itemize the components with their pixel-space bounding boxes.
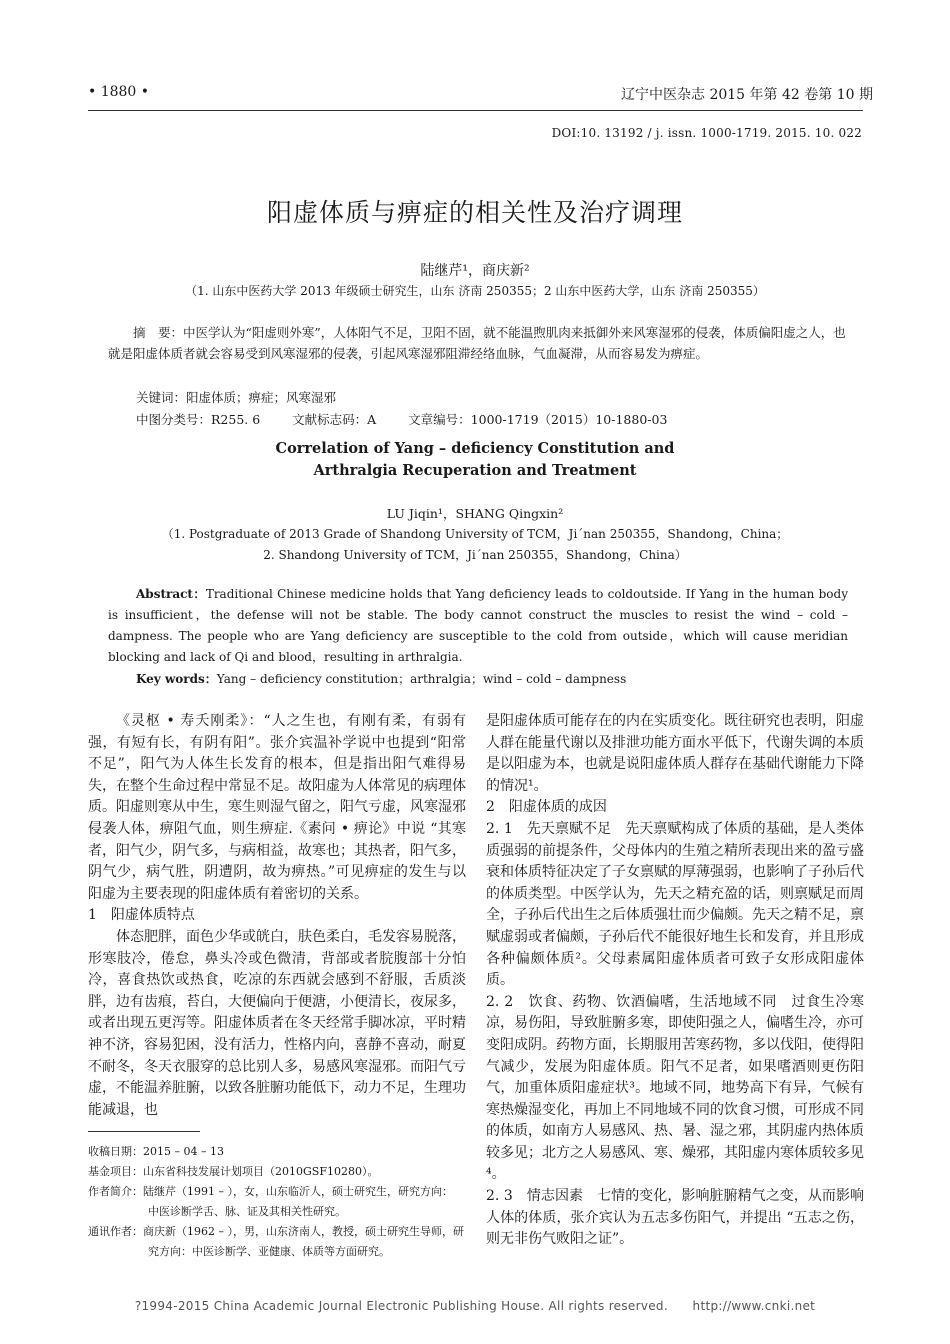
section-2-1-paragraph: 2. 1 先天禀赋不足 先天禀赋构成了体质的基础，是人类体质强弱的前提条件，父母体内的生殖之精所表现出来的盈亏盛衰和体质特征决定了子女禀赋的厚薄强弱，也影响了子孙后代的体质类型。中医学认为，先天之精充盈的话，则禀赋足而周全，子孙后代出生之后体质强壮而少偏颇。先天之精不足，禀赋虚弱或者偏颇，子孙后代不能很好地生长和发育，并且形成各种偏颇体质²。父母素属阳虚体质者可致子女形成阳虚体质。	[486, 820, 864, 989]
abstract-cn: 摘 要：中医学认为“阳虚则外寒”，人体阳气不足，卫阳不固，就不能温煦肌肉来抵御外来风寒湿邪的侵袭，体质偏阳虚之人，也就是阳虚体质者就会容易受到风寒湿邪的侵袭，引起风寒湿邪阻滞经络血脉，气血凝滞，从而容易发为痹症。	[108, 325, 846, 361]
intro-paragraph: 《灵枢 • 寿夭刚柔》：“人之生也，有刚有柔，有弱有强，有短有长，有阴有阳”。张介宾温补学说中也提到“阳常不足”，阳气为人体生长发育的根本，但是指出阳气难得易失，在整个生命过程中常显不足。故阳虚为人体常见的病理体质。阳虚则寒从中生，寒生则湿气留之，阳气亏虚，风寒湿邪侵袭人体，痹阻气血，则生痹症.《素问 • 痹论》中说 “其寒者，阳气少，阴气多，与病相益，故寒也；其热者，阳气多，阴气少，病气胜，阴遭阴，故为痹热。”可见痹症的发生与以阳虚为主要表现的阳虚体质有着密切的关系。	[88, 713, 466, 902]
copyright-notice: ?1994-2015 China Academic Journal Electronic Publishing House. All rights reserved. http://www.cnki.net	[134, 1299, 816, 1313]
section-heading-2: 2 阳虚体质的成因	[486, 799, 607, 816]
document-code: 文献标志码：A	[292, 412, 377, 427]
affiliation-en-1: （1. Postgraduate of 2013 Grade of Shandong University of TCM，Ji´nan 250355，Shandong，China；	[161, 527, 789, 541]
abstract-en-text: Traditional Chinese medicine holds that Yang deficiency leads to coldoutside. If Yang in the human body is insufficient，the defense will not be stable. The body cannot construct the muscles to resist the wind – cold – dampness. The people who are Yang deficiency are susceptible to the cold from outside，which will cause meridian blocking and lack of Qi and blood，resulting in arthralgia.	[108, 587, 848, 664]
keywords-en	[136, 670, 626, 687]
keywords-cn: 关键词：阳虚体质；痹症；风寒湿邪	[136, 390, 337, 405]
section-2-2-paragraph: 2. 2 饮食、药物、饮酒偏嗜，生活地域不同 过食生冷寒凉，易伤阳，导致脏腑多寒，即使阳强之人，偏嗜生冷，亦可变阳成阴。药物方面，长期服用苦寒药物，多以伐阳，使得阳气减少，发展为阳虚体质。阳气不足者，如果嗜酒则更伤阳气，加重体质阳虚症状³。地域不同，地势高下有异，气候有寒热燥湿变化，再加上不同地域不同的饮食习惯，可形成不同的体质，如南方人易感风、热、暑、湿之邪，其阴虚内热体质较多见；北方之人易感风、寒、燥邪，其阳虚内寒体质较多见⁴。	[486, 993, 864, 1183]
author-bio-2: 中医诊断学舌、脉、证及其相关性研究。	[148, 1205, 346, 1218]
corresponding-author-1: 通讯作者：商庆新（1962 – ），男，山东济南人，教授，硕士研究生导师，研	[88, 1225, 464, 1238]
authors-en: LU Jiqin¹，SHANG Qingxin²	[386, 506, 564, 521]
article-title-en	[0, 438, 950, 482]
author-bio-1: 作者简介：陆继芹（1991 – ），女，山东临沂人，硕士研究生，研究方向：	[88, 1185, 453, 1198]
keywords-en-label: Key words：	[136, 672, 217, 686]
abstract-en	[108, 584, 848, 668]
continuation-paragraph: 是阳虚体质可能存在的内在实质变化。既往研究也表明，阳虚人群在能量代谢以及排泄功能方面水平低下，代谢失调的本质是以阳虚为本，也就是说阳虚体质人群存在基础代谢能力下降的情况¹。	[486, 713, 864, 794]
authors-cn: 陆继芹¹，商庆新²	[420, 263, 530, 279]
affiliation-en-2: 2. Shandong University of TCM，Ji´nan 250355，Shandong，China）	[263, 548, 687, 562]
section-1-paragraph: 体态肥胖，面色少华或㿠白，肤色柔白，毛发容易脱落，形寒肢冷，倦怠，鼻头冷或色微清，背部或者脘腹部十分怕冷，喜食热饮或热食，吃凉的东西就会感到不舒服，舌质淡胖，边有齿痕，苔白，大便偏向于便溏，小便清长，夜尿多，或者出现五更泻等。阳虚体质者在冬天经常手脚冰凉，平时精神不济，容易犯困，没有活力，性格内向，喜静不喜动，耐夏不耐冬，冬天衣服穿的总比别人多，易感风寒湿邪。而阳气亏虚，不能温养脏腑，以致各脏腑功能低下，动力不足，生理功能减退，也	[88, 928, 466, 1118]
article-number: 文章编号：1000-1719（2015）10-1880-03	[408, 412, 668, 427]
body-column-right	[486, 711, 864, 1251]
footnotes	[88, 1142, 468, 1262]
classification-row	[136, 410, 695, 428]
doi: DOI:10. 13192 / j. issn. 1000-1719. 2015. 10. 022	[551, 126, 862, 140]
corresponding-author-2: 究方向：中医诊断学、亚健康、体质等方面研究。	[148, 1245, 390, 1258]
article-title-cn: 阳虚体质与痹症的相关性及治疗调理	[266, 198, 683, 227]
page-number: • 1880 •	[88, 84, 150, 100]
footnote-divider	[88, 1131, 200, 1132]
fund-project: 基金项目：山东省科技发展计划项目（2010GSF10280）。	[88, 1165, 379, 1178]
section-2-3-paragraph: 2. 3 情志因素 七情的变化，影响脏腑精气之变，从而影响人体的体质，张介宾认为五志多伤阳气，并提出 “五志之伤，则无非伤气败阳之证”。	[486, 1188, 864, 1248]
header-divider	[88, 110, 863, 111]
journal-name: 辽宁中医杂志 2015 年第 42 卷第 10 期	[621, 87, 873, 103]
section-heading-1: 1 阳虚体质特点	[88, 907, 195, 924]
keywords-en-text: Yang – deficiency constitution；arthralgia；wind – cold – dampness	[216, 672, 627, 686]
affiliation-cn: （1. 山东中医药大学 2013 年级硕士研究生，山东 济南 250355；2 山东中医药大学，山东 济南 250355）	[185, 284, 765, 298]
title-en-line-2: Arthralgia Recuperation and Treatment	[313, 462, 637, 479]
abstract-en-label: Abstract：	[136, 587, 206, 601]
clc-number: 中图分类号：R255. 6	[136, 412, 261, 427]
body-column-left	[88, 711, 466, 1121]
received-date: 收稿日期：2015 – 04 – 13	[88, 1145, 224, 1158]
title-en-line-1: Correlation of Yang – deficiency Constitution and	[275, 440, 675, 457]
